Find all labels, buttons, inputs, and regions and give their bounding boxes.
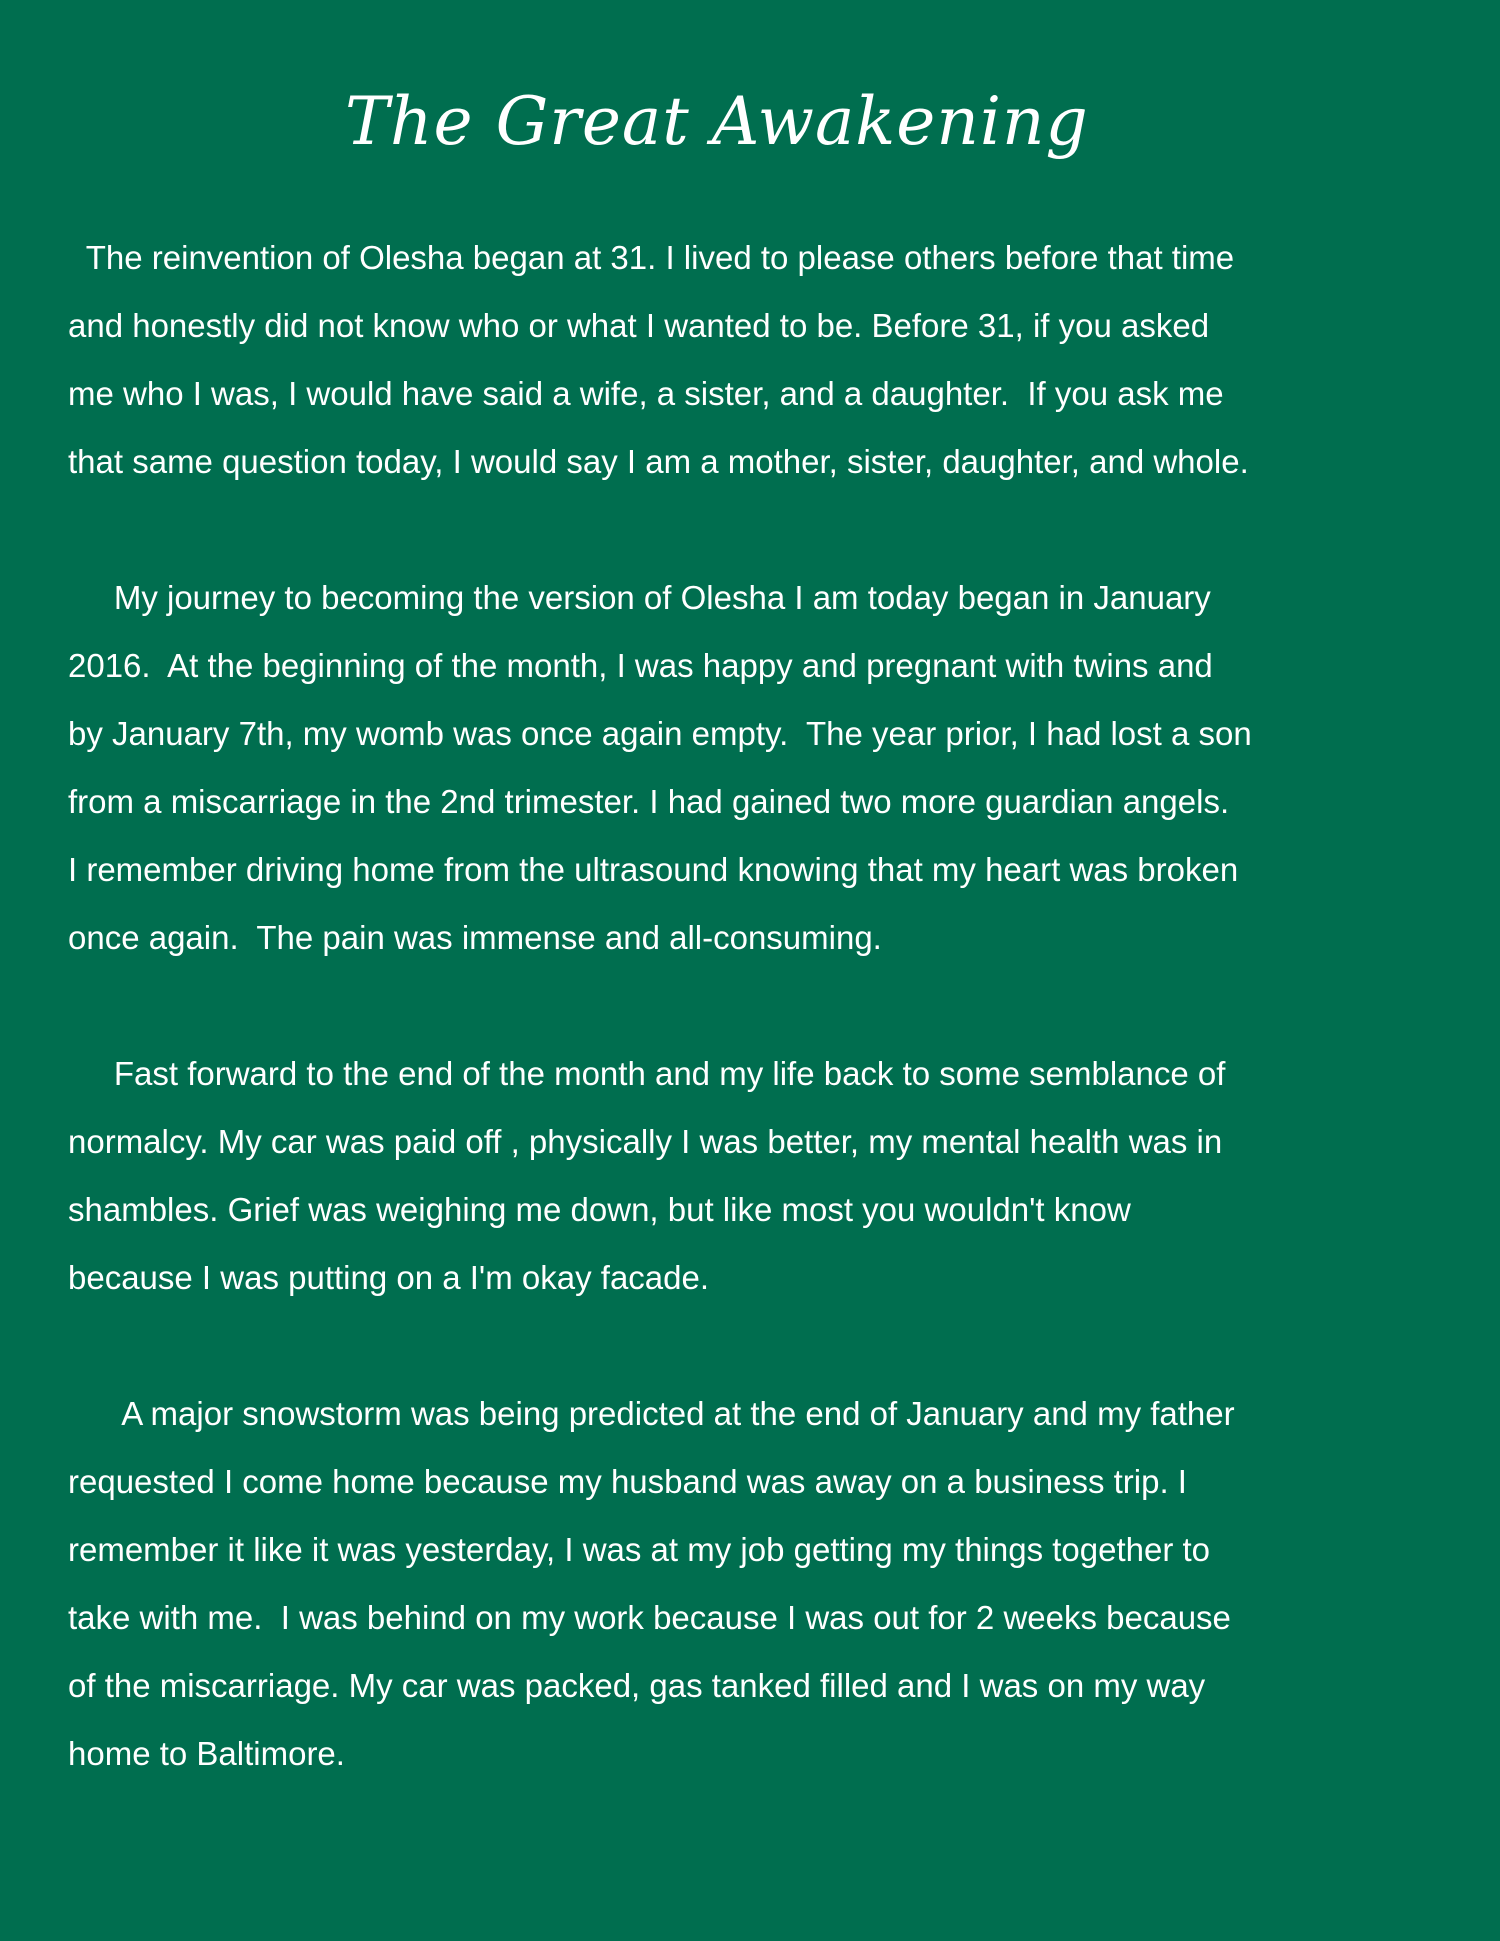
paragraph-1 [68,224,1468,496]
text-line: home to Baltimore. [68,1735,345,1772]
text-line: that same question today, I would say I am a mother, sister, daughter, and whole. [68,443,1249,480]
text-line: from a miscarriage in the 2nd trimester. I had gained two more guardian angels. [68,783,1230,820]
text-line: shambles. Grief was weighing me down, but like most you wouldn't know [68,1191,1131,1228]
text-line: of the miscarriage. My car was packed, gas tanked filled and I was on my way [68,1667,1206,1704]
text-line: once again. The pain was immense and all-consuming. [68,919,882,956]
text-line: because I was putting on a I'm okay facade. [68,1259,710,1296]
story-body [68,224,1468,1788]
text-line: by January 7th, my womb was once again empty. The year prior, I had lost a son [68,715,1252,752]
text-line: Fast forward to the end of the month and my life back to some semblance of [68,1055,1226,1092]
text-line: take with me. I was behind on my work because I was out for 2 weeks because [68,1599,1231,1636]
text-line: I remember driving home from the ultrasound knowing that my heart was broken [68,851,1239,888]
text-line: and honestly did not know who or what I wanted to be. Before 31, if you asked [68,307,1210,344]
page-title: The Great Awakening [345,83,1089,160]
paragraph-4 [68,1380,1468,1788]
paragraph-2 [68,564,1468,972]
paragraph-spacer [68,972,1468,1040]
text-line: normalcy. My car was paid off , physically I was better, my mental health was in [68,1123,1223,1160]
text-line: My journey to becoming the version of Olesha I am today began in January [68,579,1211,616]
text-line: The reinvention of Olesha began at 31. I lived to please others before that time [68,239,1235,276]
paragraph-spacer [68,1312,1468,1380]
text-line: me who I was, I would have said a wife, a sister, and a daughter. If you ask me [68,375,1224,412]
text-line: A major snowstorm was being predicted at the end of January and my father [68,1395,1235,1432]
text-line: requested I come home because my husband was away on a business trip. I [68,1463,1187,1500]
paragraph-3 [68,1040,1468,1312]
text-line: 2016. At the beginning of the month, I was happy and pregnant with twins and [68,647,1213,684]
text-line: remember it like it was yesterday, I was at my job getting my things together to [68,1531,1211,1568]
paragraph-spacer [68,496,1468,564]
